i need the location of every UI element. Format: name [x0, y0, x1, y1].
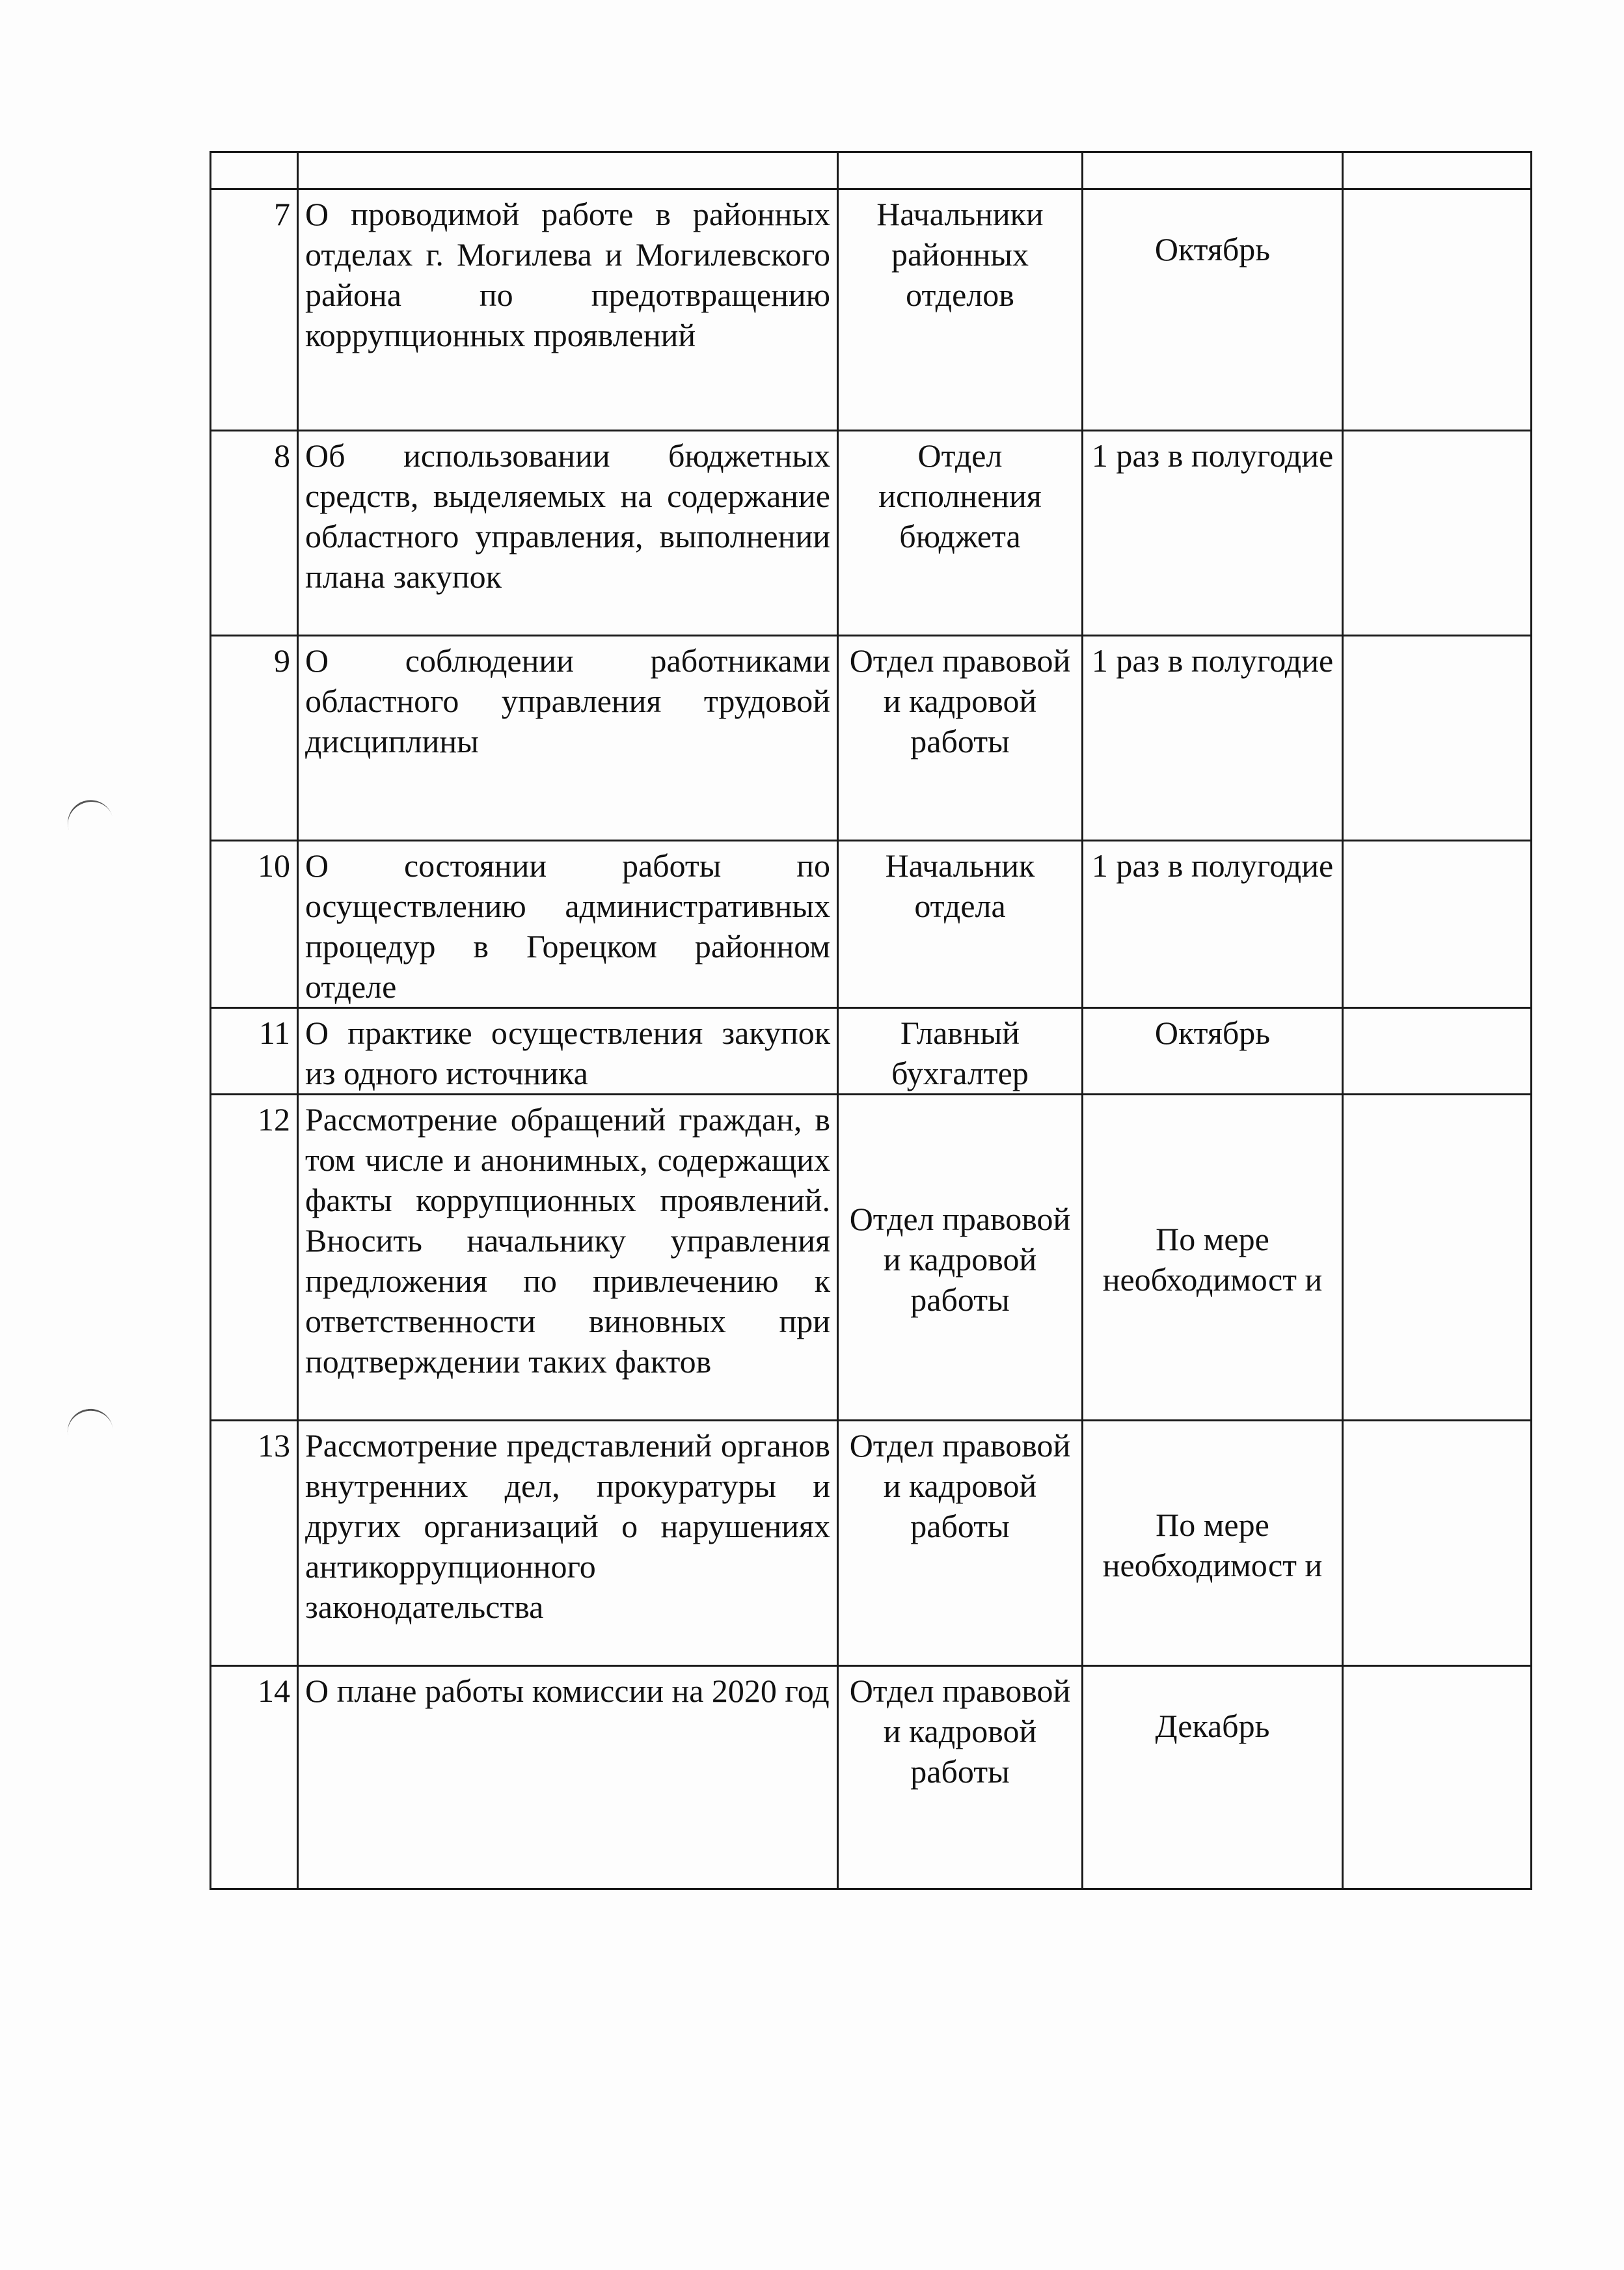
row-topic: О соблюдении работниками областного управления трудовой дисциплины [298, 636, 838, 841]
row-term: Октябрь [1083, 1008, 1343, 1095]
table-row [211, 431, 1532, 636]
row-note [1343, 1421, 1532, 1666]
row-term: Декабрь [1083, 1666, 1343, 1889]
row-responsible: Отдел правовой и кадровой работы [838, 1666, 1083, 1889]
empty-cell [1083, 152, 1343, 189]
table-row [211, 1008, 1532, 1095]
table-row [211, 1666, 1532, 1889]
row-topic: О плане работы комиссии на 2020 год [298, 1666, 838, 1889]
row-topic: Рассмотрение обращений граждан, в том числе и анонимных, содержащих факты коррупционных проявлений. Вносить начальнику управления предложения по привлечению к ответственности виновных при подтверждении таких фактов [298, 1095, 838, 1421]
row-responsible: Главный бухгалтер [838, 1008, 1083, 1095]
table-header-row-empty [211, 152, 1532, 189]
empty-cell [211, 152, 298, 189]
row-note [1343, 189, 1532, 431]
row-note [1343, 636, 1532, 841]
row-number: 13 [211, 1421, 298, 1666]
row-term: По мере необходимост и [1083, 1095, 1343, 1421]
row-term: 1 раз в полугодие [1083, 431, 1343, 636]
row-topic: О практике осуществления закупок из одного источника [298, 1008, 838, 1095]
row-note [1343, 431, 1532, 636]
scan-artifact [64, 1406, 113, 1440]
row-topic: Об использовании бюджетных средств, выделяемых на содержание областного управления, выполнении плана закупок [298, 431, 838, 636]
table-row [211, 189, 1532, 431]
row-number: 8 [211, 431, 298, 636]
empty-cell [298, 152, 838, 189]
row-note [1343, 1666, 1532, 1889]
row-topic: О проводимой работе в районных отделах г. Могилева и Могилевского района по предотвращению коррупционных проявлений [298, 189, 838, 431]
row-number: 12 [211, 1095, 298, 1421]
row-number: 11 [211, 1008, 298, 1095]
row-term: 1 раз в полугодие [1083, 841, 1343, 1008]
scan-artifact [62, 794, 114, 835]
table-row [211, 636, 1532, 841]
row-responsible: Отдел правовой и кадровой работы [838, 1421, 1083, 1666]
row-number: 14 [211, 1666, 298, 1889]
row-number: 9 [211, 636, 298, 841]
row-term: Октябрь [1083, 189, 1343, 431]
row-note [1343, 1008, 1532, 1095]
row-number: 10 [211, 841, 298, 1008]
row-note [1343, 841, 1532, 1008]
row-responsible: Начальник отдела [838, 841, 1083, 1008]
row-term: 1 раз в полугодие [1083, 636, 1343, 841]
empty-cell [838, 152, 1083, 189]
row-term: По мере необходимост и [1083, 1421, 1343, 1666]
row-responsible: Отдел исполнения бюджета [838, 431, 1083, 636]
row-responsible: Отдел правовой и кадровой работы [838, 636, 1083, 841]
row-topic: О состоянии работы по осуществлению административных процедур в Горецком районном отделе [298, 841, 838, 1008]
row-topic: Рассмотрение представлений органов внутренних дел, прокуратуры и других организаций о нарушениях антикоррупционного законодательства [298, 1421, 838, 1666]
row-number: 7 [211, 189, 298, 431]
table-row [211, 1095, 1532, 1421]
row-note [1343, 1095, 1532, 1421]
table-row [211, 1421, 1532, 1666]
empty-cell [1343, 152, 1532, 189]
row-responsible: Отдел правовой и кадровой работы [838, 1095, 1083, 1421]
row-responsible: Начальники районных отделов [838, 189, 1083, 431]
table-row [211, 841, 1532, 1008]
work-plan-table [210, 151, 1532, 1890]
